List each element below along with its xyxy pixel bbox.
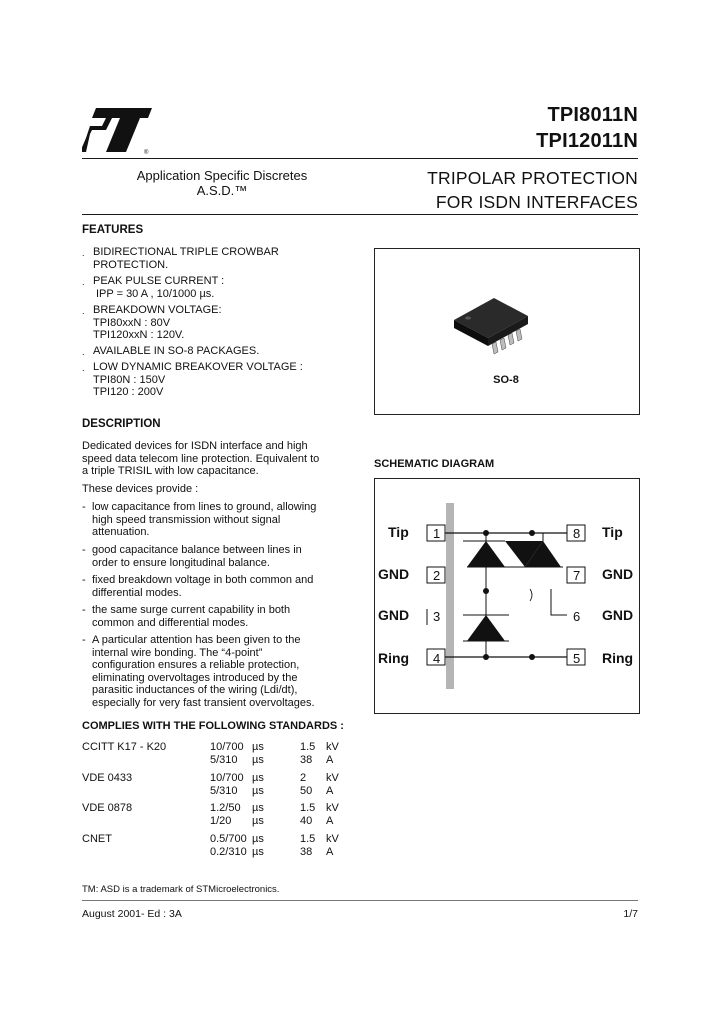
std-waveform: 5/310: [210, 785, 238, 797]
description-line: the same surge current capability in both: [92, 604, 291, 616]
description-line: attenuation.: [92, 526, 150, 538]
feature-text: AVAILABLE IN SO-8 PACKAGES.: [93, 345, 260, 357]
std-unit: A: [326, 785, 334, 797]
features-heading: FEATURES: [82, 224, 144, 236]
std-unit: µs: [252, 815, 264, 827]
pin-number: 4: [433, 651, 441, 666]
trademark-note: TM: ASD is a trademark of STMicroelectronics.: [82, 884, 280, 895]
feature-text: PEAK PULSE CURRENT :: [93, 275, 225, 287]
std-unit: µs: [252, 772, 264, 784]
pin-number: 7: [573, 568, 581, 583]
bullet: .: [82, 363, 85, 373]
description-line: especially for very fast transient overvoltages.: [92, 696, 315, 709]
std-waveform: 5/310: [210, 754, 238, 766]
so8-package-image: [440, 290, 540, 360]
package-name: SO-8: [493, 374, 519, 386]
std-value: 1.5: [300, 741, 316, 753]
std-waveform: 10/700: [210, 772, 244, 784]
pin-number: 2: [433, 568, 441, 583]
asd-line-2: A.S.D.™: [196, 183, 248, 198]
pin-number: 3: [433, 609, 441, 624]
std-value: 38: [300, 754, 313, 766]
std-unit: µs: [252, 741, 264, 753]
feature-text: TPI80xxN : 80V: [93, 316, 171, 329]
feature-text: IPP = 30 A , 10/1000 µs.: [96, 287, 215, 300]
part-number-2: TPI12011N: [536, 130, 638, 152]
feature-text: BREAKDOWN VOLTAGE:: [93, 304, 222, 316]
description-line: fixed breakdown voltage in both common and: [92, 574, 314, 586]
description-item: [82, 544, 348, 570]
feature-item: [82, 246, 352, 272]
description-item: [82, 634, 348, 710]
svg-text:®: ®: [144, 150, 149, 156]
ring-thyristor: [467, 615, 505, 641]
page-number: 1/7: [623, 908, 638, 920]
std-unit: kV: [326, 772, 339, 784]
description-line: differential modes.: [92, 586, 182, 599]
description-item: [82, 604, 348, 630]
description-line: parasitic inductances of the wiring (Ldi/dt),: [92, 684, 298, 696]
bullet: .: [82, 248, 85, 258]
footer-rule: [82, 900, 638, 901]
bullet: .: [82, 347, 85, 357]
description-line: speed data telecom line protection. Equivalent to: [82, 452, 320, 465]
dash-marker: -: [82, 574, 86, 586]
schematic-label-right: Ring: [602, 650, 634, 666]
asd-line-1: Application Specific Discretes: [136, 168, 308, 183]
std-value: 38: [300, 846, 313, 858]
doc-title-line-2: FOR ISDN INTERFACES: [435, 192, 638, 212]
tip-thyristors: [467, 541, 561, 567]
description-intro: [82, 440, 352, 478]
std-waveform: 0.2/310: [210, 846, 247, 858]
bullet: .: [82, 306, 85, 316]
feature-item: [82, 275, 352, 301]
std-waveform: 10/700: [210, 741, 244, 753]
std-value: 40: [300, 815, 313, 827]
pin-6-wire: [551, 589, 567, 615]
std-value: 1.5: [300, 833, 316, 845]
feature-text: TPI120 : 200V: [93, 386, 164, 398]
std-waveform: 1.2/50: [210, 802, 241, 814]
pin-number: 1: [433, 526, 441, 541]
schematic-diagram: [375, 479, 637, 711]
feature-item: [82, 345, 352, 359]
description-line: eliminating overvoltages introduced by the: [92, 671, 298, 684]
standard-name: CNET: [82, 833, 112, 845]
schematic-label-right: Tip: [602, 524, 623, 540]
standard-name: CCITT K17 - K20: [82, 741, 167, 753]
std-unit: µs: [252, 833, 264, 845]
schematic-label-left: GND: [378, 566, 410, 582]
feature-text: PROTECTION.: [93, 258, 169, 271]
description-provides: These devices provide :: [82, 483, 199, 495]
std-value: 50: [300, 785, 313, 797]
feature-text: TPI80N : 150V: [93, 373, 166, 386]
pin-number: 6: [573, 609, 581, 624]
std-unit: kV: [326, 833, 339, 845]
dash-marker: -: [82, 604, 86, 616]
description-line: high speed transmission without signal: [92, 513, 281, 526]
pin-number: 8: [573, 526, 581, 541]
header-rule: [82, 158, 638, 159]
dash-marker: -: [82, 501, 86, 513]
description-line: low capacitance from lines to ground, allowing: [92, 501, 317, 513]
pin-number: 5: [573, 651, 581, 666]
std-unit: kV: [326, 802, 339, 814]
feature-text: TPI120xxN : 120V.: [93, 329, 185, 341]
part-number-1: TPI8011N: [547, 104, 638, 126]
description-line: internal wire bonding. The “4-point”: [92, 646, 263, 659]
edition-date: August 2001- Ed : 3A: [82, 908, 182, 920]
description-heading: DESCRIPTION: [82, 418, 161, 430]
standard-name: VDE 0433: [82, 772, 133, 784]
std-value: 2: [300, 772, 307, 784]
std-unit: µs: [252, 846, 264, 858]
schematic-label-right: GND: [602, 566, 634, 582]
st-logo: [82, 104, 154, 156]
std-unit: µs: [252, 785, 264, 797]
std-unit: µs: [252, 754, 264, 766]
std-waveform: 0.5/700: [210, 833, 247, 845]
schematic-label-left: Tip: [388, 524, 409, 540]
description-line: order to ensure longitudinal balance.: [92, 556, 270, 569]
description-line: good capacitance balance between lines in: [92, 544, 302, 556]
substrate-bar: [446, 503, 454, 689]
description-line: a triple TRISIL with low capacitance.: [82, 465, 259, 477]
description-line: configuration ensures a reliable protection,: [92, 659, 300, 671]
schematic-label-right: GND: [602, 607, 634, 623]
feature-item: [82, 361, 352, 399]
schematic-label-left: GND: [378, 607, 410, 623]
std-unit: µs: [252, 802, 264, 814]
feature-text: BIDIRECTIONAL TRIPLE CROWBAR: [93, 246, 279, 258]
doc-title-line-1: TRIPOLAR PROTECTION: [427, 168, 638, 188]
dash-marker: -: [82, 634, 86, 646]
feature-item: [82, 304, 352, 342]
description-line: common and differential modes.: [92, 616, 249, 629]
section-rule: [82, 214, 638, 215]
description-item: [82, 574, 348, 600]
std-unit: A: [326, 846, 334, 858]
std-value: 1.5: [300, 802, 316, 814]
std-waveform: 1/20: [210, 815, 232, 827]
description-line: A particular attention has been given to the: [92, 634, 301, 646]
bullet: .: [82, 277, 85, 287]
schematic-heading: SCHEMATIC DIAGRAM: [374, 458, 495, 470]
std-unit: A: [326, 754, 334, 766]
description-line: Dedicated devices for ISDN interface and high: [82, 440, 308, 452]
std-unit: A: [326, 815, 334, 827]
standards-heading: COMPLIES WITH THE FOLLOWING STANDARDS :: [82, 720, 344, 732]
std-unit: kV: [326, 741, 339, 753]
schematic-label-left: Ring: [378, 650, 410, 666]
dash-marker: -: [82, 544, 86, 556]
description-item: [82, 501, 348, 539]
feature-text: LOW DYNAMIC BREAKOVER VOLTAGE :: [93, 361, 303, 373]
standard-name: VDE 0878: [82, 802, 133, 814]
